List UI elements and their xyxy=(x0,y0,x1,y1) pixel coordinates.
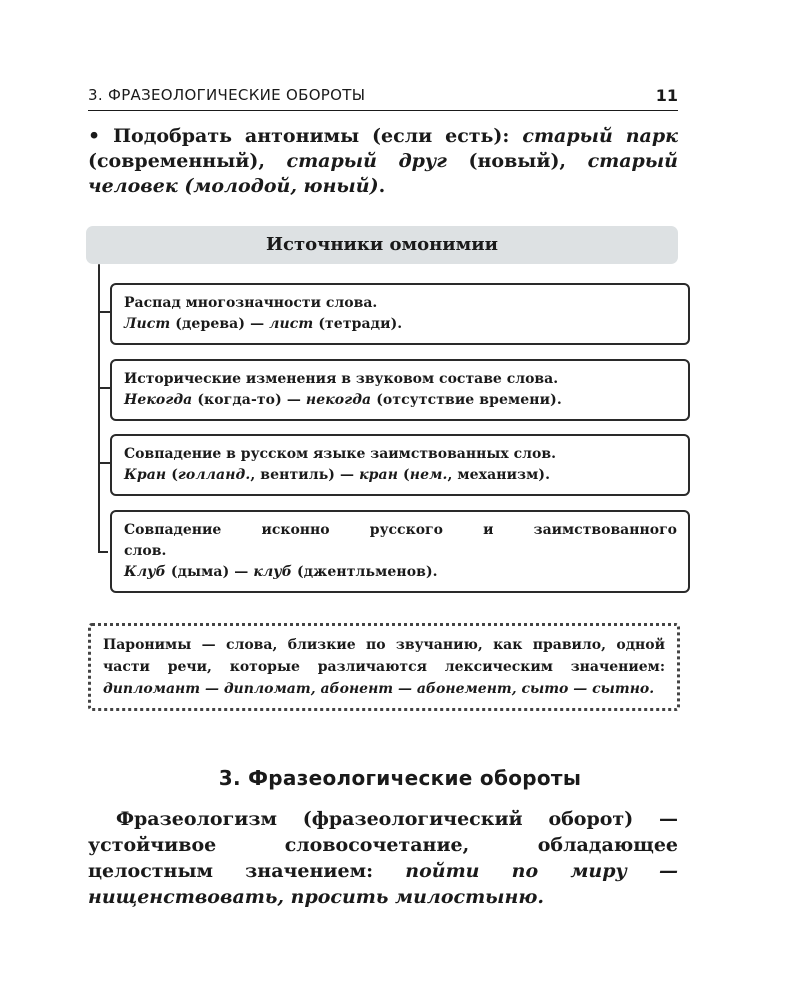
definition-text: — устойчивое словосочетание, обладающее целостным значением: xyxy=(88,808,678,882)
example-gloss: (отсутствие времени). xyxy=(376,392,562,408)
task-end: . xyxy=(378,175,386,197)
source-example xyxy=(124,390,677,411)
example-word: лист xyxy=(269,316,314,332)
paronyms-note xyxy=(88,623,680,711)
source-description: Совпадение в русском языке заимствованных слов. xyxy=(124,446,556,462)
diagram-connector xyxy=(98,311,110,313)
diagram-connector xyxy=(98,387,110,389)
example-gloss: , механизм). xyxy=(447,467,551,483)
example-dash: — xyxy=(250,316,265,332)
example-gloss: (тетради). xyxy=(318,316,403,332)
example-word: Клуб xyxy=(124,564,166,580)
paronyms-example-1: дипломант — дипломат, xyxy=(103,681,316,697)
example-abbreviation: нем. xyxy=(409,467,448,483)
task-bullet: • xyxy=(88,125,101,147)
task-answer-3: (молодой, юный) xyxy=(184,175,379,197)
task-answer-1: (современный), xyxy=(88,150,265,172)
example-gloss: (когда-то) xyxy=(197,392,282,408)
running-header xyxy=(88,86,678,111)
example-dash: — xyxy=(340,467,355,483)
diagram-connector xyxy=(98,462,110,464)
paronyms-term: Паронимы xyxy=(103,637,192,653)
example-gloss: , вентиль) xyxy=(250,467,336,483)
homonymy-source-box xyxy=(110,359,690,421)
example-word: некогда xyxy=(305,392,372,408)
task-lead: Подобрать антонимы (если есть): xyxy=(113,125,510,147)
running-header-section: 3. ФРАЗЕОЛОГИЧЕСКИЕ ОБОРОТЫ xyxy=(88,86,366,104)
example-gloss: ( xyxy=(403,467,410,483)
task-example-3: старый человек xyxy=(88,150,678,197)
example-abbreviation: голланд. xyxy=(177,467,251,483)
example-word: кран xyxy=(359,467,399,483)
example-dash: — xyxy=(286,392,301,408)
paronyms-definition: — слова, близкие по звучанию, как правило, одной части речи, которые различаются лексическим значением: xyxy=(103,637,665,675)
example-gloss: ( xyxy=(171,467,178,483)
source-description: Распад многозначности слова. xyxy=(124,295,378,311)
homonymy-source-box xyxy=(110,434,690,496)
paronyms-example-2: абонент — абонемент, сыто — сытно. xyxy=(320,681,655,697)
source-example xyxy=(124,465,677,486)
diagram-title: Источники омонимии xyxy=(86,226,678,264)
homonymy-source-box xyxy=(110,510,690,593)
phraseologism-definition xyxy=(88,806,678,910)
example-gloss: (дерева) xyxy=(175,316,246,332)
example-gloss: (джентльменов). xyxy=(296,564,438,580)
homonymy-source-box xyxy=(110,283,690,345)
source-description: Совпадение исконно русского и заимствованного xyxy=(124,522,677,538)
example-word: Лист xyxy=(124,316,171,332)
page-number: 11 xyxy=(655,86,678,105)
example-word: Некогда xyxy=(124,392,193,408)
definition-term: Фразеологизм (фразеологический оборот) xyxy=(116,808,634,830)
source-example xyxy=(124,314,677,335)
example-gloss: (дыма) xyxy=(170,564,230,580)
diagram-tree-line xyxy=(98,264,100,553)
task-example-2: старый друг xyxy=(286,150,447,172)
task-example-1: старый парк xyxy=(522,125,678,147)
section-heading: 3. Фразеологические обороты xyxy=(218,766,582,790)
source-description: Исторические изменения в звуковом составе слова. xyxy=(124,371,559,387)
example-word: клуб xyxy=(253,564,292,580)
task-answer-2: (новый), xyxy=(468,150,567,172)
source-example xyxy=(124,562,677,583)
example-word: Кран xyxy=(124,467,167,483)
definition-example: пойти по миру — нищенствовать, просить милостыню. xyxy=(88,860,679,908)
antonym-task xyxy=(88,124,678,199)
example-dash: — xyxy=(234,564,249,580)
source-description-continued: слов. xyxy=(124,543,167,559)
